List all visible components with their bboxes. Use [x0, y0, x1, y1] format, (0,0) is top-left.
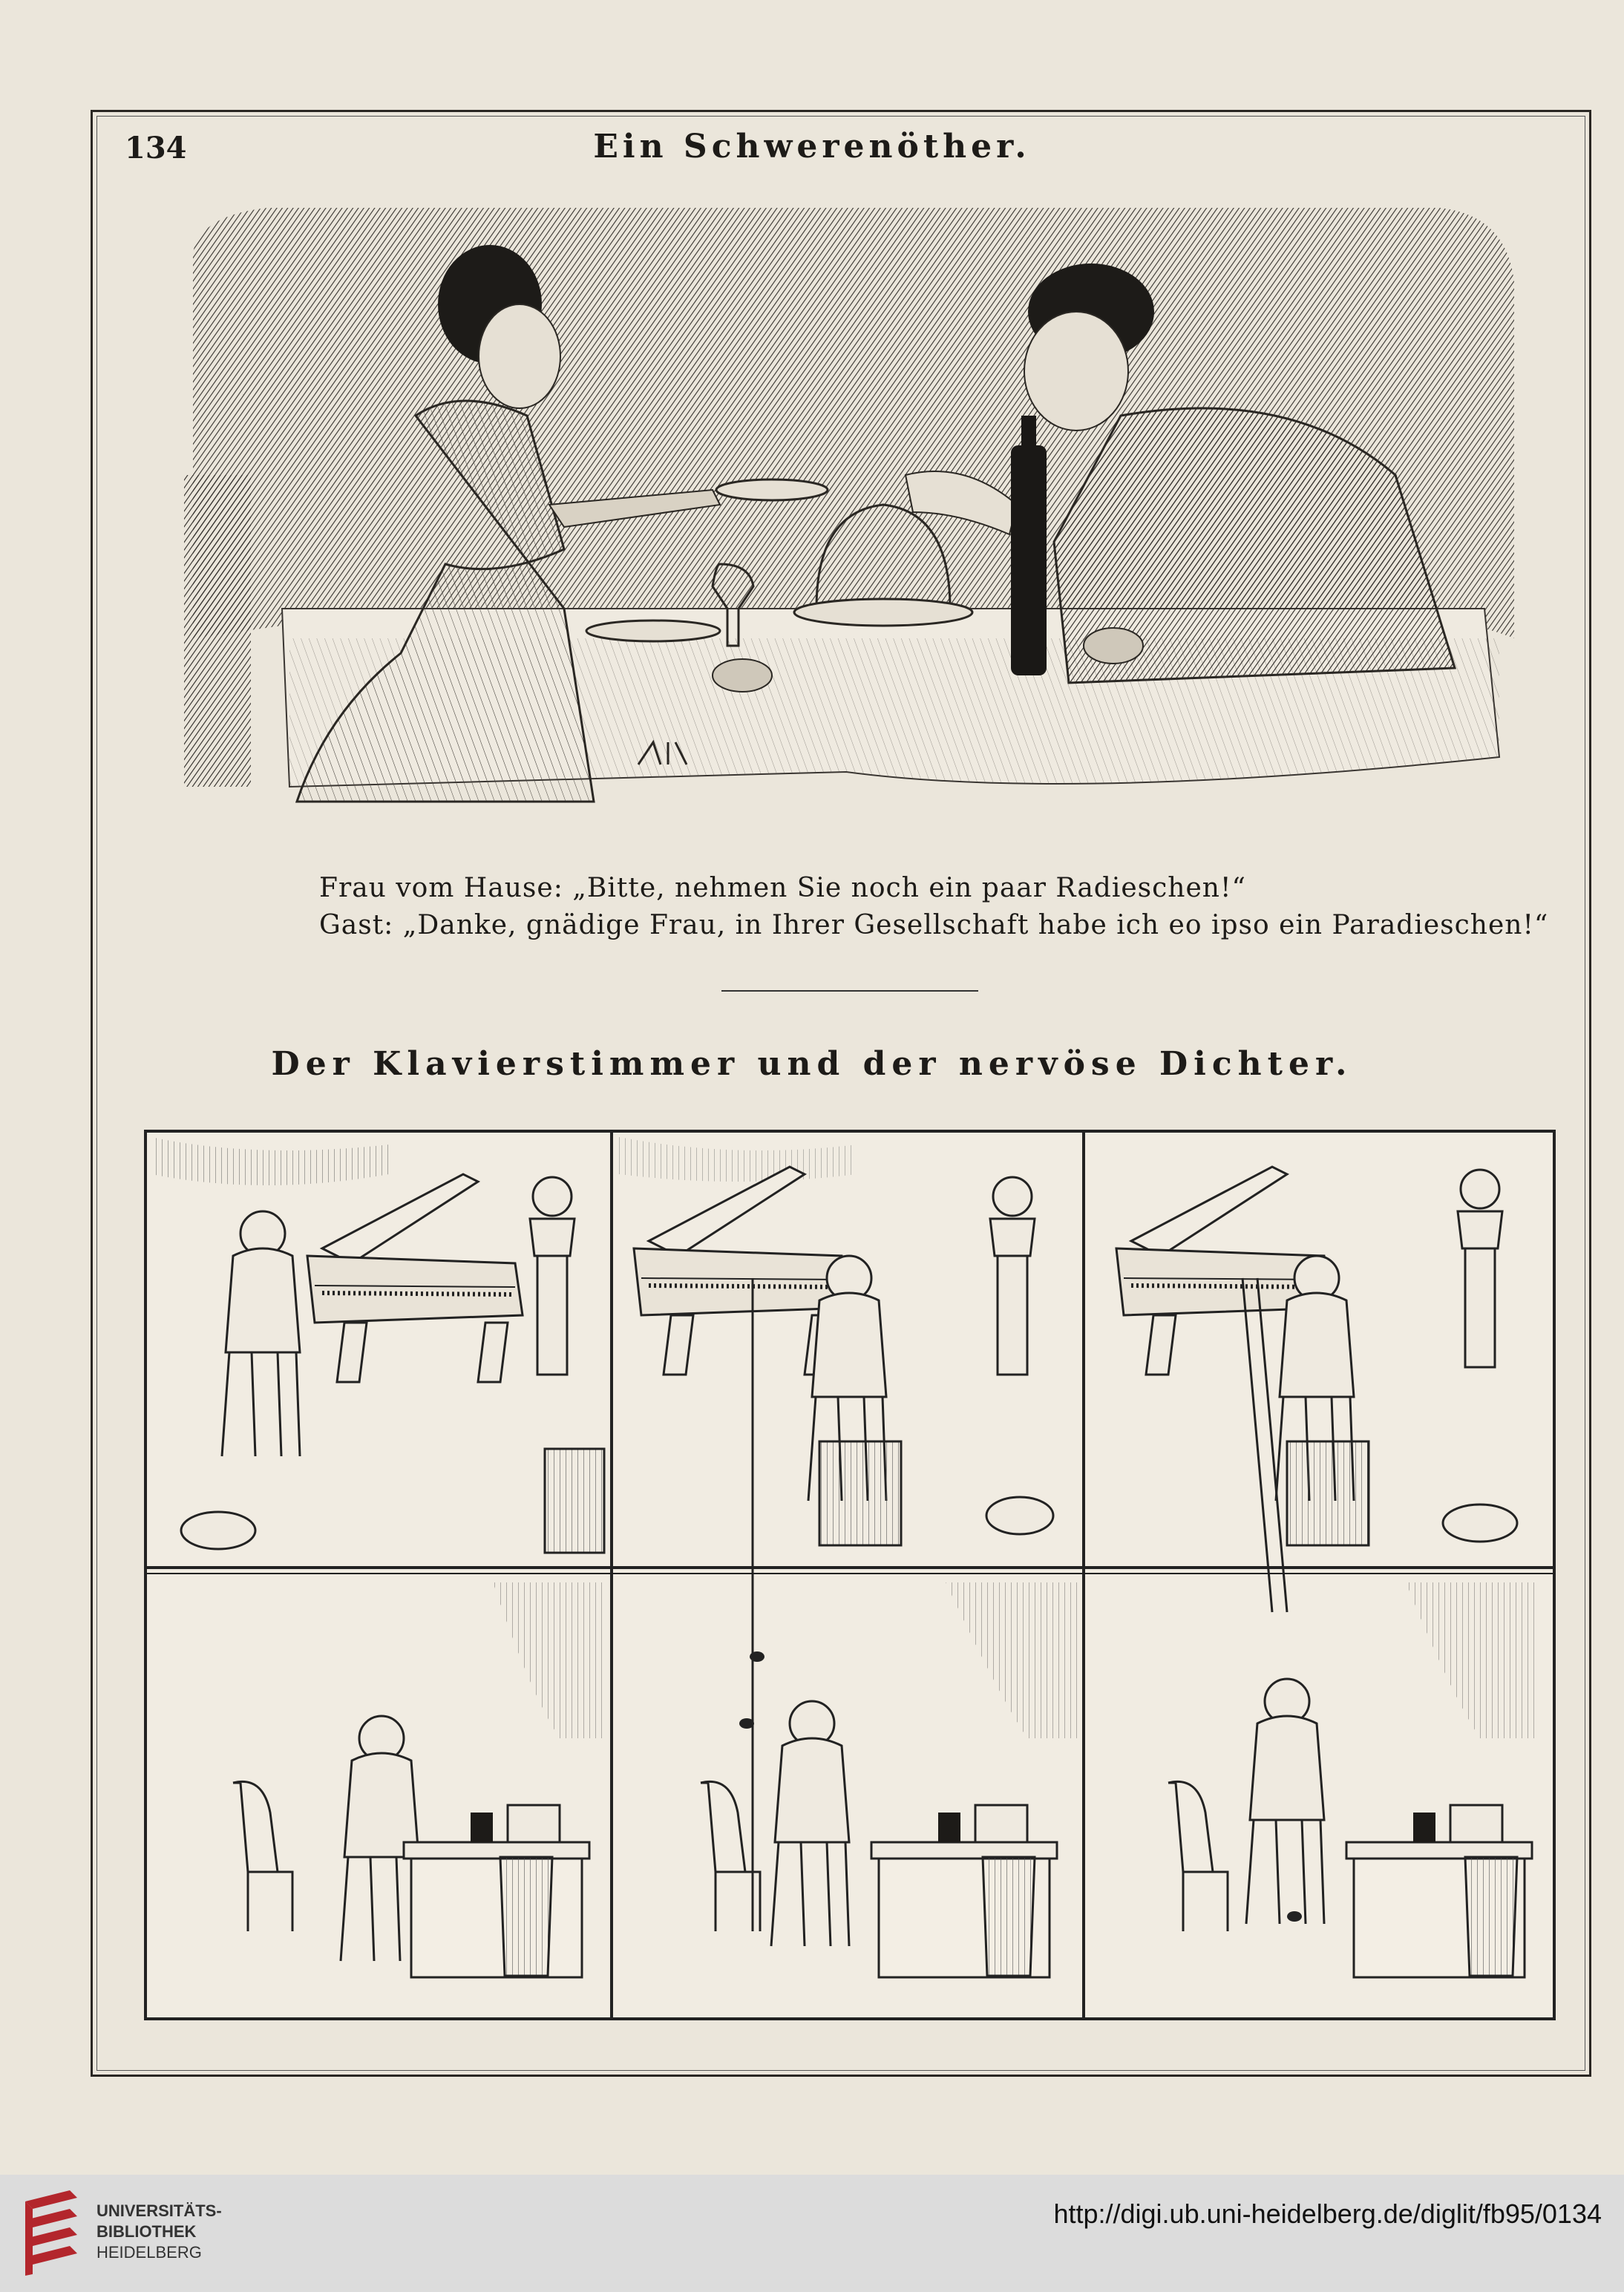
dinner-engraving-illustration: [178, 193, 1529, 839]
source-url-link[interactable]: http://digi.ub.uni-heidelberg.de/diglit/fb95/0134: [1053, 2198, 1602, 2229]
logo-text-line-3: HEIDELBERG: [96, 2243, 202, 2262]
logo-text-line-2: BIBLIOTHEK: [96, 2222, 197, 2241]
section-divider: [721, 990, 978, 992]
logo-text-line-1: UNIVERSITÄTS-: [96, 2201, 222, 2220]
caption-line-guest: Gast: „Danke, gnädige Frau, in Ihrer Gesellschaft habe ich eo ipso ein Paradieschen!“: [319, 910, 1549, 940]
comic-title: Der Klavierstimmer und der nervöse Dichter.: [271, 1045, 1353, 1083]
page-number: 134: [125, 131, 187, 166]
university-library-logo-icon: [18, 2187, 85, 2279]
cartoon-title: Ein Schwerenöther.: [593, 128, 1031, 166]
library-footer-bar: [0, 2175, 1624, 2292]
caption-line-hostess: Frau vom Hause: „Bitte, nehmen Sie noch ein paar Radieschen!“: [319, 873, 1246, 903]
piano-tuner-comic-strip: [144, 1130, 1556, 2020]
